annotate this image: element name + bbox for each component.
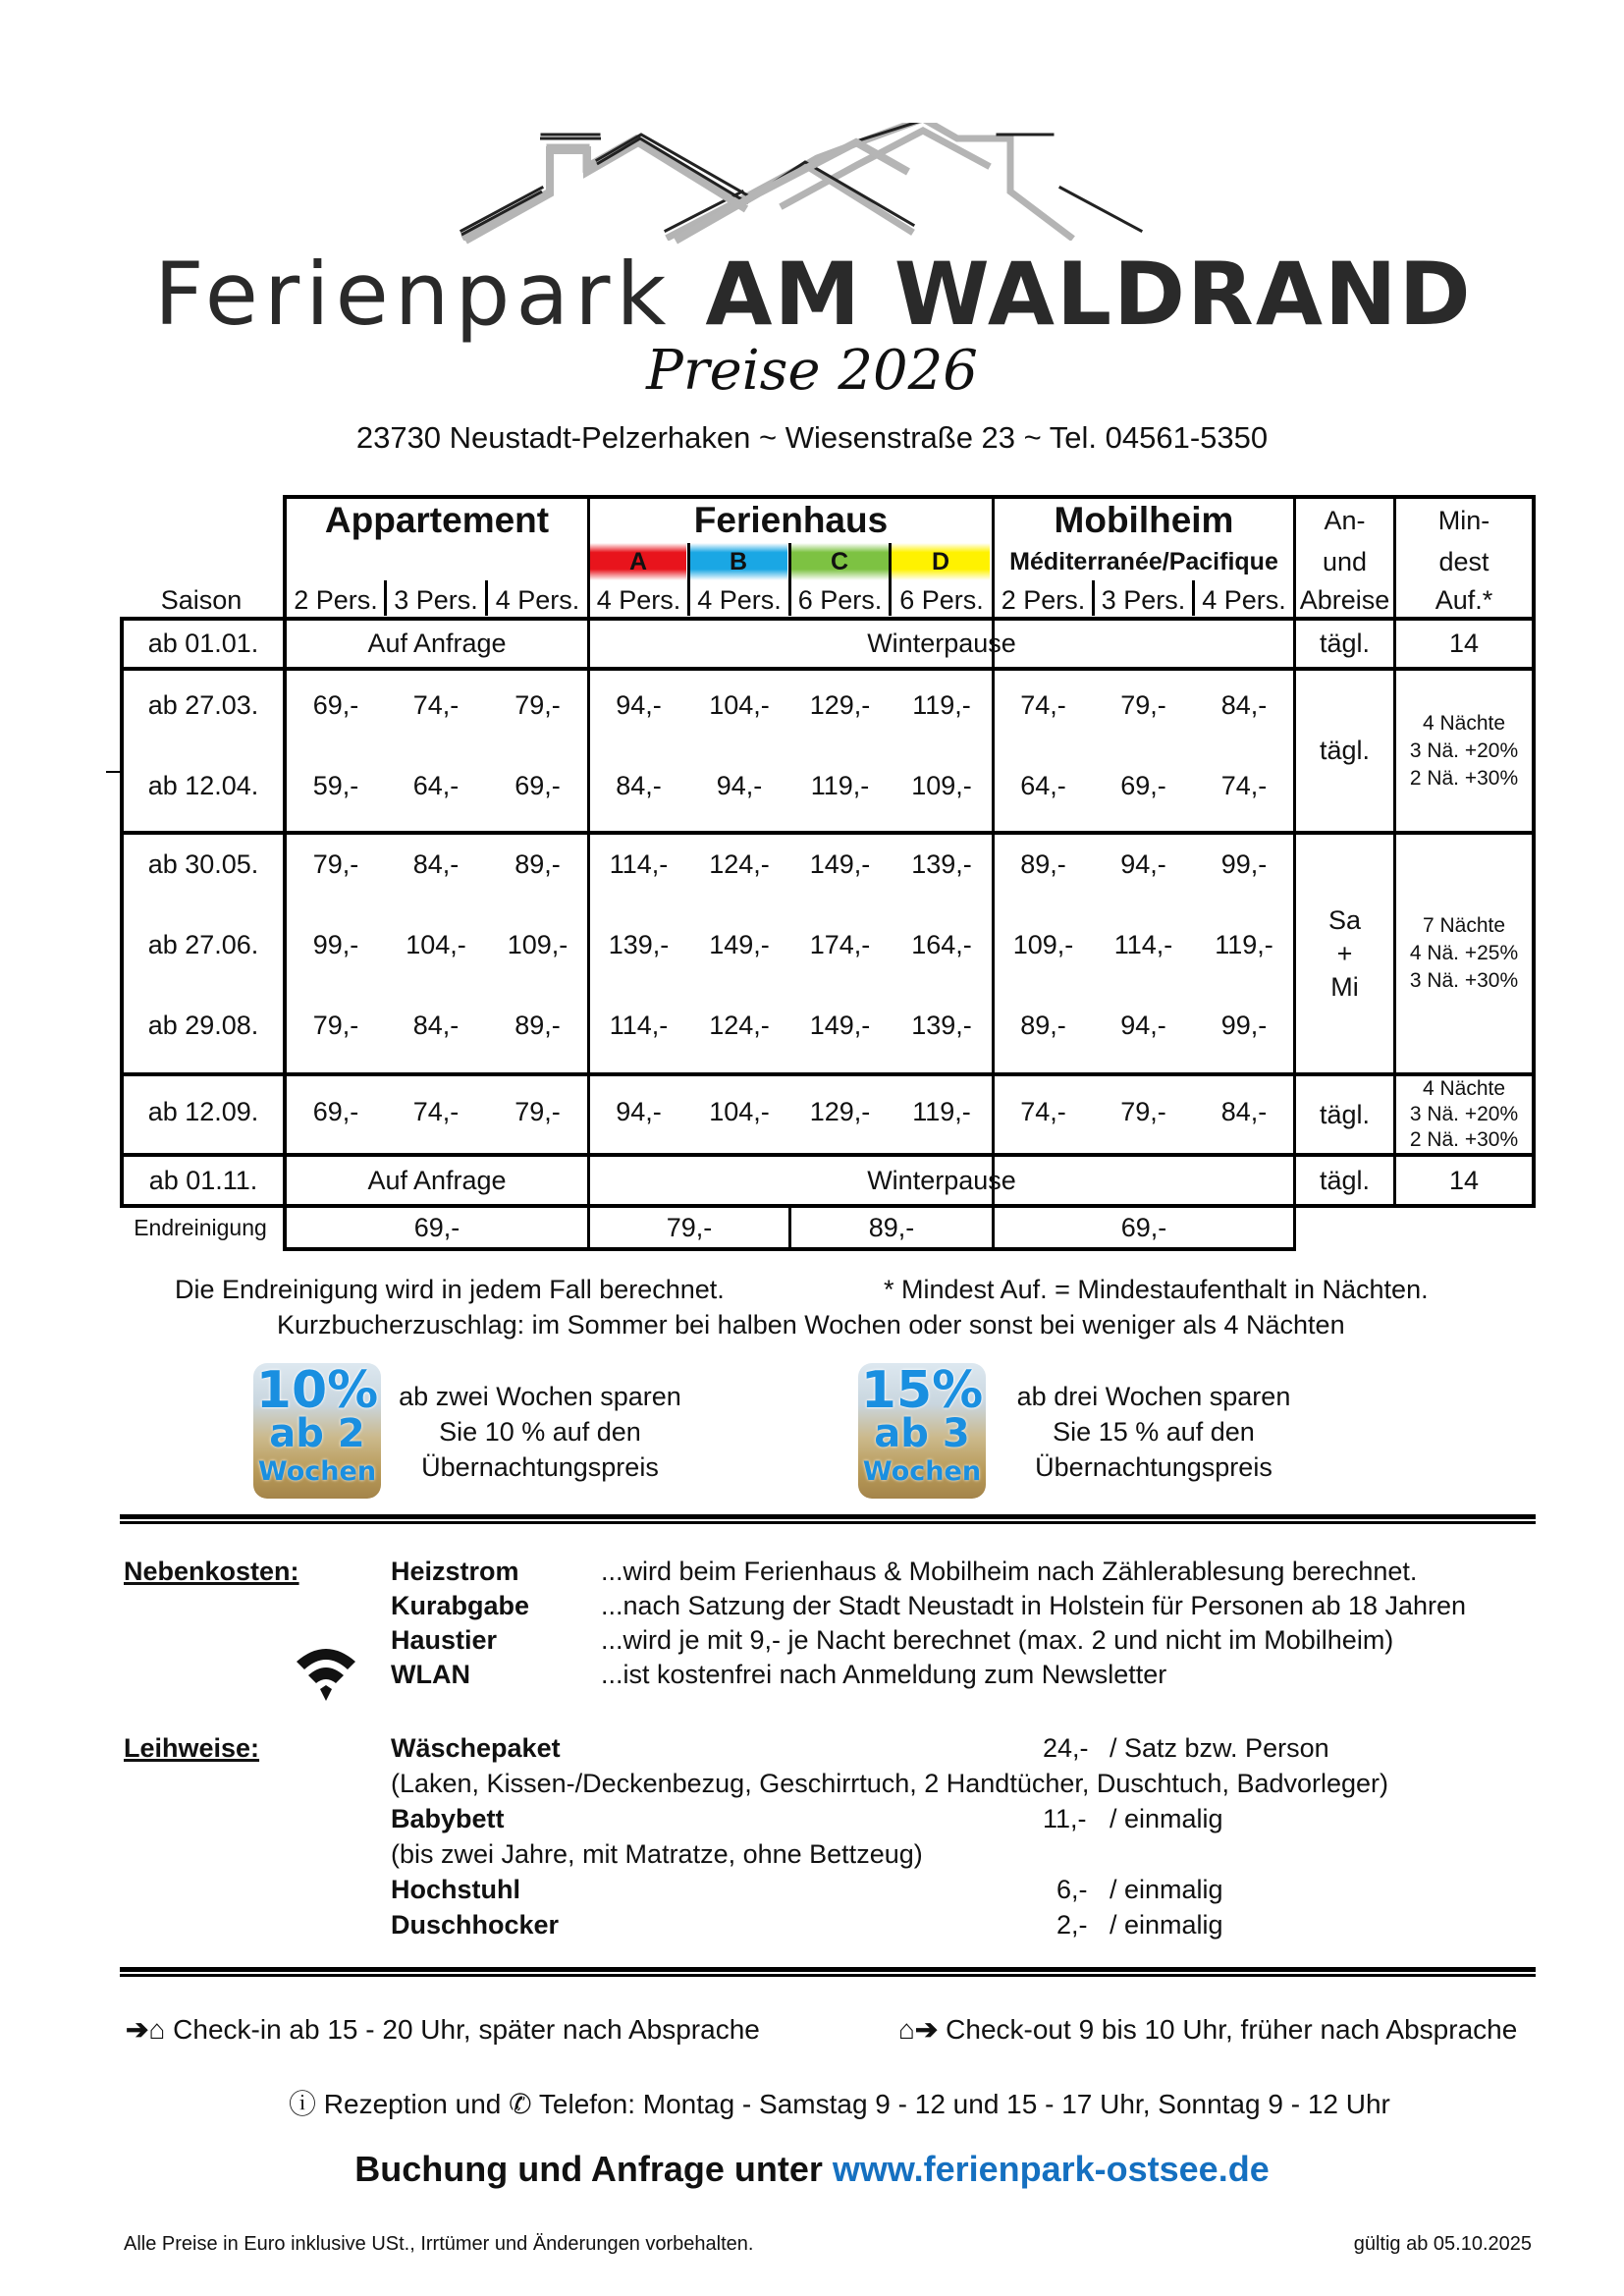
season-cell: ab 01.01. xyxy=(147,629,259,658)
price-cell: 99,- xyxy=(312,929,359,959)
appartement-span: Auf Anfrage xyxy=(367,1165,507,1195)
discount-text-15: ab drei Wochen sparen Sie 15 % auf den Übernachtungspreis xyxy=(1016,1382,1291,1482)
col-header: 2 Pers. xyxy=(1001,584,1086,615)
price-cell: 119,- xyxy=(912,1096,971,1126)
price-cell: 74,- xyxy=(412,1096,460,1126)
price-cell: 79,- xyxy=(312,848,359,879)
mindest-cell: 14 xyxy=(1448,629,1480,658)
leihweise-price: 6,- xyxy=(1056,1875,1088,1904)
col-header: 3 Pers. xyxy=(394,584,478,615)
col-header: 2 Pers. xyxy=(294,584,378,615)
price-cell: 99,- xyxy=(1220,848,1268,879)
endreinigung-ferienhaus-ab: 79,- xyxy=(666,1212,713,1242)
type-band-a: A xyxy=(590,543,686,580)
col-header: 6 Pers. xyxy=(797,584,883,615)
house-icon: ⌂ xyxy=(898,2014,915,2045)
endreinigung-note: Die Endreinigung wird in jedem Fall berechnet. xyxy=(175,1275,725,1304)
leihweise-unit: / einmalig xyxy=(1110,1875,1223,1904)
price-cell: 139,- xyxy=(911,1010,972,1040)
price-cell: 89,- xyxy=(1020,1010,1066,1040)
group-ferienhaus: Ferienhaus xyxy=(693,500,889,540)
price-cell: 139,- xyxy=(608,929,670,959)
hours-text: Telefon: Montag - Samstag 9 - 12 und 15 - 17 Uhr, Sonntag 9 - 12 Uhr xyxy=(538,2089,1390,2119)
appartement-span: Auf Anfrage xyxy=(367,629,507,658)
anreise-header-1: An- xyxy=(1324,505,1366,535)
leihweise-detail: (Laken, Kissen-/Deckenbezug, Geschirrtuch, 2 Handtücher, Duschtuch, Badvorleger) xyxy=(391,1769,1389,1798)
group-mobilheim: Mobilheim xyxy=(1054,500,1234,540)
col-header: 4 Pers. xyxy=(596,584,681,615)
price-cell: 124,- xyxy=(709,1010,770,1040)
price-cell: 149,- xyxy=(709,929,770,959)
price-cell: 74,- xyxy=(1020,1096,1066,1126)
discount-text-10: ab zwei Wochen sparen Sie 10 % auf den Übernachtungspreis xyxy=(399,1382,681,1482)
price-cell: 119,- xyxy=(1215,929,1273,959)
price-cell: 94,- xyxy=(1120,1010,1166,1040)
mindest-cell: 4 Nächte 3 Nä. +20% 2 Nä. +30% xyxy=(1409,711,1519,790)
wifi-icon xyxy=(295,1640,357,1705)
checkin-text: Check-in ab 15 - 20 Uhr, später nach Absprache xyxy=(173,2014,760,2045)
price-cell: 69,- xyxy=(514,770,561,800)
brand-bold: AM WALDRAND xyxy=(705,244,1473,345)
endreinigung-mobilheim: 69,- xyxy=(1120,1212,1167,1242)
season-cell: ab 29.08. xyxy=(147,1010,259,1040)
leihweise-detail: (bis zwei Jahre, mit Matratze, ohne Bettzeug) xyxy=(391,1839,923,1869)
season-cell: ab 27.06. xyxy=(147,929,259,959)
leihweise-key: Hochstuhl xyxy=(391,1875,520,1904)
winterpause-span: Winterpause xyxy=(867,629,1016,658)
price-cell: 124,- xyxy=(709,848,770,879)
mindest-cell: 4 Nächte 3 Nä. +20% 2 Nä. +30% xyxy=(1409,1077,1519,1151)
mindest-header-2: dest xyxy=(1438,546,1489,576)
website-link[interactable]: www.ferienpark-ostsee.de xyxy=(832,2149,1270,2189)
price-cell: 89,- xyxy=(1020,848,1066,879)
price-cell: 94,- xyxy=(616,689,662,720)
discount-badge-15: 15% ab 3 Wochen xyxy=(858,1363,986,1499)
price-cell: 114,- xyxy=(1113,929,1173,959)
price-cell: 119,- xyxy=(810,770,870,800)
nebenkosten-key: Kurabgabe xyxy=(391,1591,530,1620)
col-header: 4 Pers. xyxy=(495,584,580,615)
endreinigung-appartement: 69,- xyxy=(413,1212,460,1242)
season-cell: ab 12.09. xyxy=(147,1096,259,1126)
price-cell: 109,- xyxy=(1012,929,1074,959)
price-cell: 94,- xyxy=(1120,848,1166,879)
nebenkosten-key: WLAN xyxy=(391,1660,470,1689)
type-band-c: C xyxy=(790,543,889,580)
price-cell: 74,- xyxy=(1220,770,1268,800)
price-cell: 69,- xyxy=(312,1096,359,1126)
season-cell: ab 27.03. xyxy=(147,689,259,720)
leihweise-unit: / Satz bzw. Person xyxy=(1110,1733,1329,1763)
leihweise-key: Duschhocker xyxy=(391,1910,560,1940)
booking-prefix: Buchung und Anfrage unter xyxy=(354,2149,823,2189)
mobilheim-subtitle: Méditerranée/Pacifique xyxy=(1009,547,1278,575)
valid-date: gültig ab 05.10.2025 xyxy=(1353,2233,1532,2255)
saison-header: Saison xyxy=(160,584,243,615)
disclaimer: Alle Preise in Euro inklusive USt., Irrtümer und Änderungen vorbehalten. xyxy=(124,2233,754,2255)
nebenkosten-key: Haustier xyxy=(391,1625,498,1655)
price-cell: 79,- xyxy=(514,689,561,720)
col-header: 3 Pers. xyxy=(1101,584,1186,615)
brand-light: Ferienpark xyxy=(154,244,673,345)
mindest-note: * Mindest Auf. = Mindestaufenthalt in Nächten. xyxy=(884,1275,1429,1304)
price-cell: 89,- xyxy=(514,848,561,879)
anreise-header-3: Abreise xyxy=(1299,584,1390,615)
anreise-cell: tägl. xyxy=(1319,1099,1371,1129)
group-appartement: Appartement xyxy=(324,500,550,540)
price-cell: 79,- xyxy=(514,1096,561,1126)
divider xyxy=(120,1514,1536,1524)
price-cell: 69,- xyxy=(312,689,359,720)
discount-badge-10: 10% ab 2 Wochen xyxy=(253,1363,381,1499)
price-cell: 174,- xyxy=(809,929,871,959)
anreise-header-2: und xyxy=(1322,546,1368,576)
price-cell: 59,- xyxy=(312,770,359,800)
price-cell: 164,- xyxy=(911,929,972,959)
price-cell: 149,- xyxy=(809,848,871,879)
price-cell: 79,- xyxy=(1120,689,1166,720)
anreise-cell: tägl. xyxy=(1319,629,1371,658)
arrow-right-icon: ➔ xyxy=(914,2014,939,2045)
leihweise-price: 24,- xyxy=(1043,1733,1089,1763)
booking-line xyxy=(0,2149,1624,2190)
nebenkosten-value: ...ist kostenfrei nach Anmeldung zum Newsletter xyxy=(601,1660,1167,1689)
rezeption-line xyxy=(289,2083,1390,2122)
type-band-d: D xyxy=(892,543,990,580)
arrow-right-icon: ➔ xyxy=(126,2014,149,2045)
checkin-line xyxy=(126,2013,760,2046)
price-cell: 69,- xyxy=(1120,770,1166,800)
checkout-line xyxy=(898,2013,1517,2046)
phone-icon: ✆ xyxy=(509,2089,532,2119)
leihweise-price: 2,- xyxy=(1056,1910,1088,1940)
rezeption-text: Rezeption und xyxy=(323,2089,502,2119)
nebenkosten-key: Heizstrom xyxy=(391,1557,519,1586)
leihweise-unit: / einmalig xyxy=(1110,1910,1223,1940)
info-icon: ⓘ xyxy=(289,2089,317,2119)
endreinigung-ferienhaus-cd: 89,- xyxy=(868,1212,915,1242)
col-header: 4 Pers. xyxy=(1202,584,1286,615)
kurzbucher-note: Kurzbucherzuschlag: im Sommer bei halben Wochen oder sonst bei weniger als 4 Nächten xyxy=(277,1310,1345,1339)
price-cell: 84,- xyxy=(412,848,460,879)
price-cell: 64,- xyxy=(412,770,460,800)
mindest-header-3: Auf.* xyxy=(1435,584,1493,615)
price-cell: 109,- xyxy=(911,770,972,800)
winterpause-span: Winterpause xyxy=(867,1165,1016,1195)
price-cell: 129,- xyxy=(809,1096,871,1126)
price-cell: 74,- xyxy=(1020,689,1066,720)
season-cell: ab 01.11. xyxy=(148,1165,258,1195)
price-cell: 104,- xyxy=(406,929,466,959)
anreise-cell: Sa + Mi xyxy=(1327,905,1362,1002)
type-band-b: B xyxy=(689,543,787,580)
price-cell: 94,- xyxy=(616,1096,662,1126)
price-cell: 99,- xyxy=(1220,1010,1268,1040)
price-cell: 84,- xyxy=(1220,1096,1268,1126)
price-cell: 84,- xyxy=(1220,689,1268,720)
page-title: Preise 2026 xyxy=(646,339,978,403)
anreise-cell: tägl. xyxy=(1319,1165,1371,1195)
season-cell: ab 12.04. xyxy=(147,770,259,800)
mindest-cell: 7 Nächte 4 Nä. +25% 3 Nä. +30% xyxy=(1409,914,1519,992)
endreinigung-label: Endreinigung xyxy=(134,1214,267,1240)
col-header: 4 Pers. xyxy=(697,584,782,615)
price-cell: 129,- xyxy=(809,689,871,720)
leihweise-price: 11,- xyxy=(1043,1804,1087,1833)
price-cell: 114,- xyxy=(609,848,669,879)
season-cell: ab 30.05. xyxy=(147,848,259,879)
price-cell: 74,- xyxy=(412,689,460,720)
price-cell: 109,- xyxy=(507,929,568,959)
anreise-cell: tägl. xyxy=(1319,736,1371,765)
nebenkosten-value: ...wird beim Ferienhaus & Mobilheim nach Zählerablesung berechnet. xyxy=(601,1557,1418,1586)
price-cell: 79,- xyxy=(312,1010,359,1040)
house-icon: ⌂ xyxy=(148,2014,166,2045)
checkout-text: Check-out 9 bis 10 Uhr, früher nach Absprache xyxy=(946,2014,1518,2045)
divider xyxy=(120,1967,1536,1977)
mindest-cell: 14 xyxy=(1448,1165,1480,1195)
price-cell: 84,- xyxy=(616,770,662,800)
leihweise-key: Babybett xyxy=(391,1804,505,1833)
nebenkosten-value: ...nach Satzung der Stadt Neustadt in Holstein für Personen ab 18 Jahren xyxy=(601,1591,1467,1620)
leihweise-unit: / einmalig xyxy=(1110,1804,1223,1833)
nebenkosten-value: ...wird je mit 9,- je Nacht berechnet (max. 2 und nicht im Mobilheim) xyxy=(601,1625,1394,1655)
price-cell: 139,- xyxy=(911,848,972,879)
price-cell: 64,- xyxy=(1020,770,1066,800)
price-cell: 89,- xyxy=(514,1010,561,1040)
leihweise-key: Wäschepaket xyxy=(391,1733,561,1763)
address: 23730 Neustadt-Pelzerhaken ~ Wiesenstraße 23 ~ Tel. 04561-5350 xyxy=(355,420,1269,455)
price-cell: 79,- xyxy=(1120,1096,1166,1126)
price-cell: 104,- xyxy=(709,689,770,720)
price-cell: 119,- xyxy=(912,689,971,720)
price-cell: 104,- xyxy=(709,1096,770,1126)
leihweise-label: Leihweise: xyxy=(124,1733,260,1763)
mindest-header-1: Min- xyxy=(1437,505,1490,535)
price-cell: 114,- xyxy=(609,1010,669,1040)
price-cell: 94,- xyxy=(716,770,763,800)
price-cell: 84,- xyxy=(412,1010,460,1040)
nebenkosten-label: Nebenkosten: xyxy=(124,1557,299,1586)
price-cell: 149,- xyxy=(809,1010,871,1040)
col-header: 6 Pers. xyxy=(899,584,984,615)
